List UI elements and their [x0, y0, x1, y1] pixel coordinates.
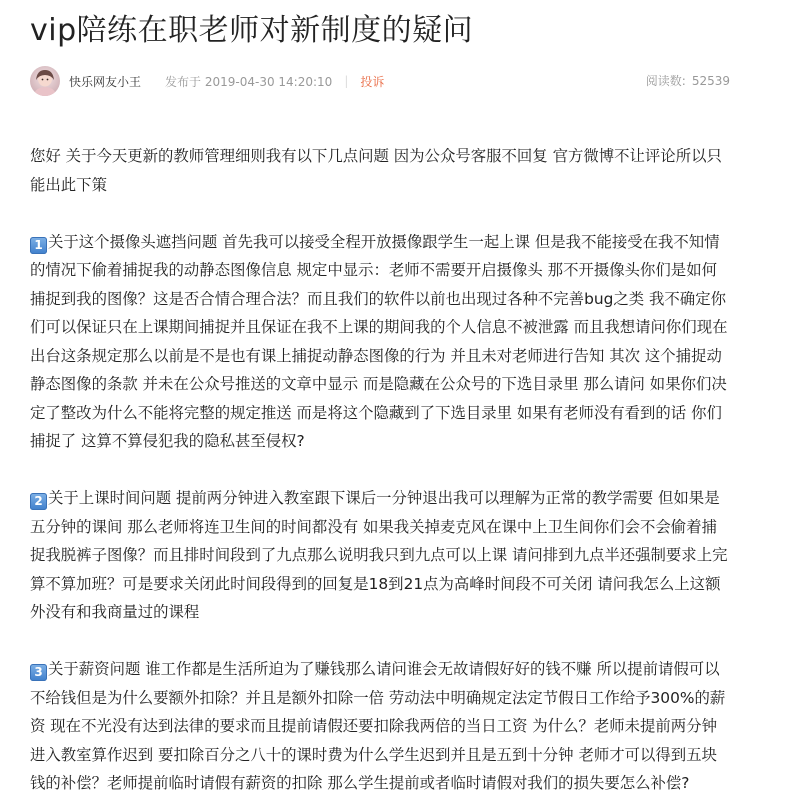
- point-text-2: 关于上课时间问题 提前两分钟进入教室跟下课后一分钟退出我可以理解为正常的教学需要 但如果是五分钟的课间 那么老师将连卫生间的时间都没有 如果我关掉麦克风在课中上卫生间你们会不会偷着捕捉我脱裤子图像？而且排时间段到了九点那么说明我只到九点可以上课 请问排到九点半还强制要求上完算不算加班？可是要求关闭此时间段得到的回复是18到21点为高峰时间段不可关闭 请问我怎么上这额外没有和我商量过的课程: [30, 489, 728, 621]
- article-body: [30, 142, 730, 798]
- avatar[interactable]: [30, 66, 60, 96]
- publish-label: 发布于: [165, 74, 202, 89]
- point-text-1: 关于这个摄像头遮挡问题 首先我可以接受全程开放摄像跟学生一起上课 但是我不能接受在我不知情的情况下偷着捕捉我的动静态图像信息 规定中显示：老师不需要开启摄像头 那不开摄像头你们是如何捕捉到我的图像？这是否合情合理合法？而且我们的软件以前也出现过各种不完善bug之类 我不确定你们可以保证只在上课期间捕捉并且保证在我不上课的期间我的个人信息不被泄露 而且我想请问你们现在出台这条规定那么以前是不是也有课上捕捉动静态图像的行为 并且未对老师进行告知 其次 这个捕捉动静态图像的条款 并未在公众号推送的文章中显示 而是隐藏在公众号的下选目录里 那么请问 如果你们决定了整改为什么不能将完整的规定推送 而是将这个隐藏到了下选目录里 如果有老师没有看到的话 你们捕捉了 这算不算侵犯我的隐私甚至侵权?: [30, 232, 728, 450]
- views-count: 52539: [691, 74, 730, 88]
- author-name[interactable]: 快乐网友小王: [69, 74, 142, 89]
- publish-time: 2019-04-30 14:20:10: [204, 74, 333, 89]
- views-label: 阅读数:: [645, 74, 686, 88]
- meta-divider: |: [344, 74, 349, 88]
- avatar-image-icon: [30, 66, 60, 96]
- point-paragraph-1: [30, 228, 730, 456]
- point-text-3: 关于薪资问题 谁工作都是生活所迫为了赚钱那么请问谁会无故请假好好的钱不赚 所以提前请假可以不给钱但是为什么要额外扣除？并且是额外扣除一倍 劳动法中明确规定法定节假日工作给予300%的薪资 现在不光没有达到法律的要求而且提前请假还要扣除我两倍的当日工资 为什么？老师未提前两分钟进入教室算作迟到 要扣除百分之八十的课时费为什么学生迟到并且是五到十分钟 老师才可以得到五块钱的补偿？老师提前临时请假有薪资的扣除 那么学生提前或者临时请假对我们的损失要怎么补偿?: [30, 660, 726, 792]
- view-count: [646, 64, 730, 98]
- publish-info: [165, 73, 332, 90]
- article-meta: [30, 64, 780, 98]
- point-paragraph-2: [30, 484, 730, 627]
- number-1-badge-icon: 1: [30, 237, 47, 254]
- number-2-badge-icon: 2: [30, 493, 47, 510]
- article-title: vip陪练在职老师对新制度的疑问: [30, 13, 474, 48]
- point-paragraph-3: [30, 655, 730, 798]
- report-link[interactable]: 投诉: [360, 74, 385, 89]
- number-3-badge-icon: 3: [30, 664, 47, 681]
- intro-paragraph: 您好 关于今天更新的教师管理细则我有以下几点问题 因为公众号客服不回复 官方微博不让评论所以只能出此下策: [30, 147, 722, 194]
